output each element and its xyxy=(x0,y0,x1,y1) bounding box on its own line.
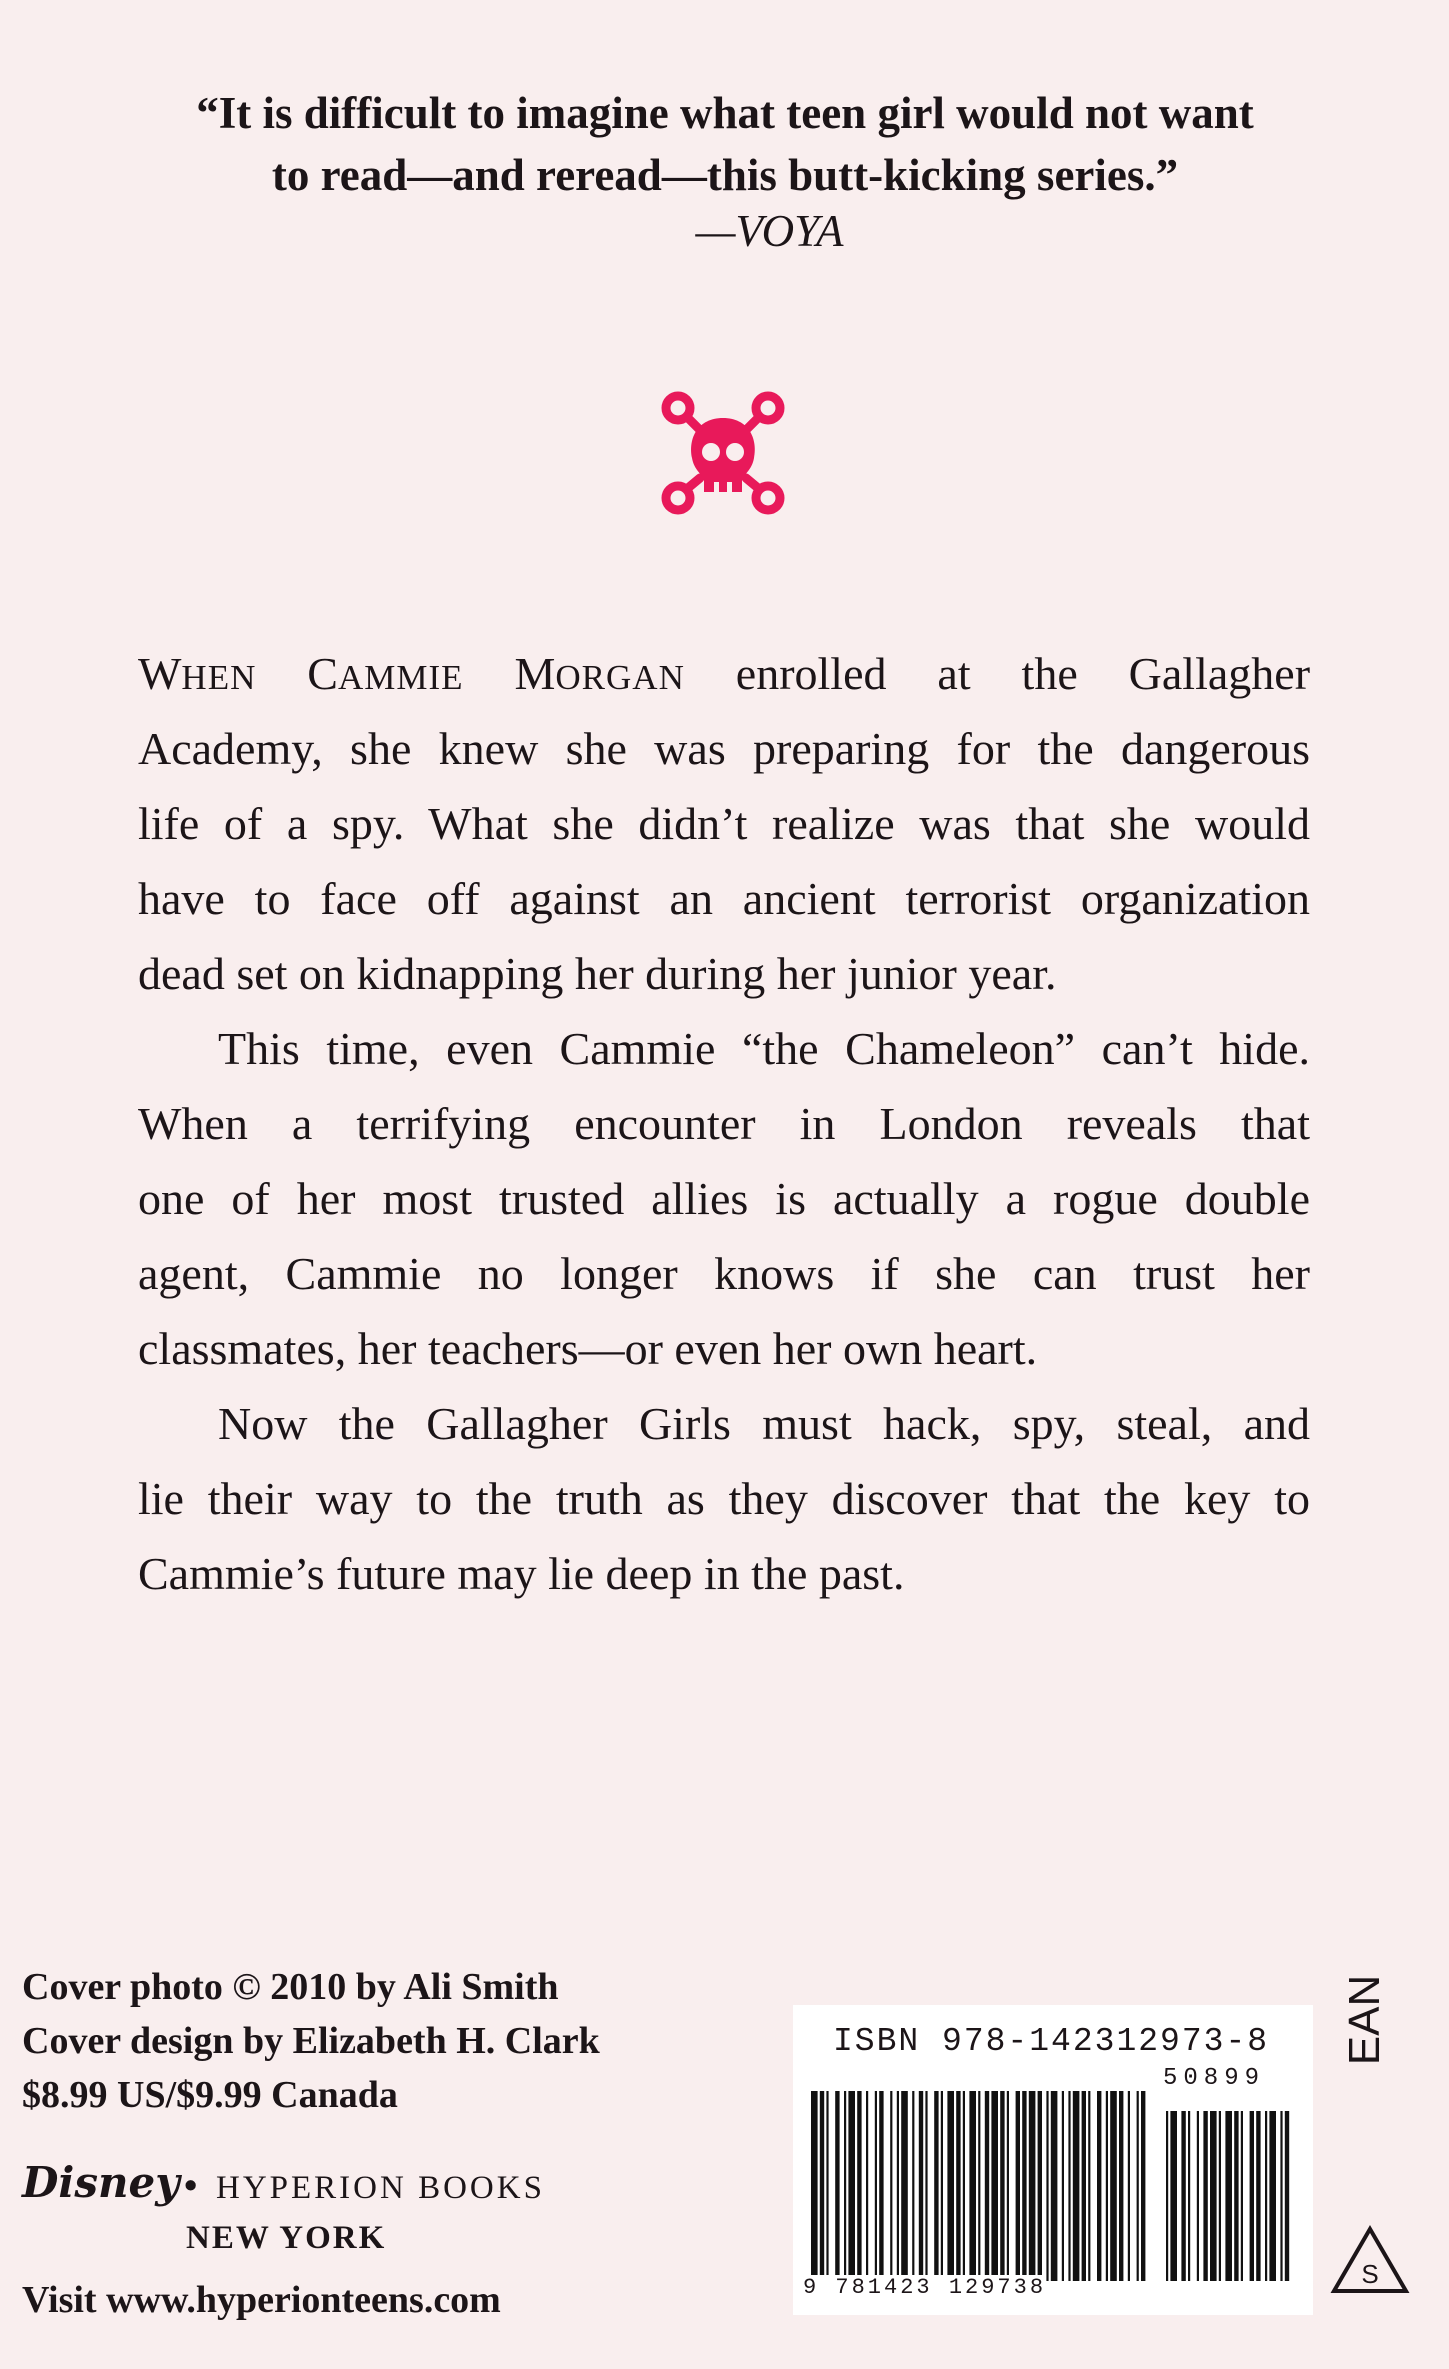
review-quote xyxy=(60,82,1390,206)
warning-triangle-icon xyxy=(1330,2225,1410,2295)
blurb-line: Academy, she knew she was preparing for the dangerous xyxy=(138,723,1310,774)
book-description xyxy=(138,636,1310,1611)
blurb-line: classmates, her teachers—or even her own heart. xyxy=(138,1323,1038,1374)
cover-credits xyxy=(22,1960,600,2122)
blurb-line: agent, Cammie no longer knows if she can trust her xyxy=(138,1248,1310,1299)
ean-label: EAN xyxy=(1340,1974,1389,2066)
blurb-line: one of her most trusted allies is actually a rogue double xyxy=(138,1173,1310,1224)
website-link[interactable]: Visit www.hyperionteens.com xyxy=(22,2279,501,2321)
blurb-line-intro: WHEN CAMMIE MORGAN enrolled at the Gallagher xyxy=(138,648,1311,699)
quote-line-1: “It is difficult to imagine what teen girl would not want xyxy=(196,88,1254,138)
publisher-name: HYPERION BOOKS xyxy=(216,2170,545,2206)
publisher-imprint xyxy=(22,2158,622,2268)
blurb-line: Cammie’s future may lie deep in the past. xyxy=(138,1548,905,1599)
blurb-line: life of a spy. What she didn’t realize was that she would xyxy=(138,798,1310,849)
svg-text:S: S xyxy=(1361,2259,1379,2289)
barcode-digits: 9 781423 129738 xyxy=(803,2275,1047,2300)
blurb-line: dead set on kidnapping her during her junior year. xyxy=(138,948,1057,999)
price: $8.99 US/$9.99 Canada xyxy=(22,2074,398,2116)
cover-photo-credit: Cover photo © 2010 by Ali Smith xyxy=(22,1966,559,2008)
isbn-barcode xyxy=(793,2005,1313,2315)
price-code: 50899 xyxy=(1163,2065,1266,2092)
cover-design-credit: Cover design by Elizabeth H. Clark xyxy=(22,2020,600,2062)
blurb-line: lie their way to the truth as they discover that the key to xyxy=(138,1473,1310,1524)
skull-crossbones-icon xyxy=(658,388,788,518)
blurb-line: When a terrifying encounter in London reveals that xyxy=(138,1098,1310,1149)
blurb-line: This time, even Cammie “the Chameleon” can’t hide. xyxy=(218,1023,1310,1074)
quote-line-2: to read—and reread—this butt-kicking series.” xyxy=(271,150,1179,200)
isbn-number: ISBN 978-142312973-8 xyxy=(833,2023,1270,2060)
publisher-city: NEW YORK xyxy=(186,2220,387,2256)
barcode-bars xyxy=(811,2091,1301,2291)
quote-attribution: —VOYA xyxy=(695,206,844,256)
blurb-line: Now the Gallagher Girls must hack, spy, steal, and xyxy=(218,1398,1310,1449)
disney-logo: Disney xyxy=(22,2158,180,2207)
blurb-line: have to face off against an ancient terrorist organization xyxy=(138,873,1310,924)
bullet-separator: • xyxy=(184,2165,198,2207)
